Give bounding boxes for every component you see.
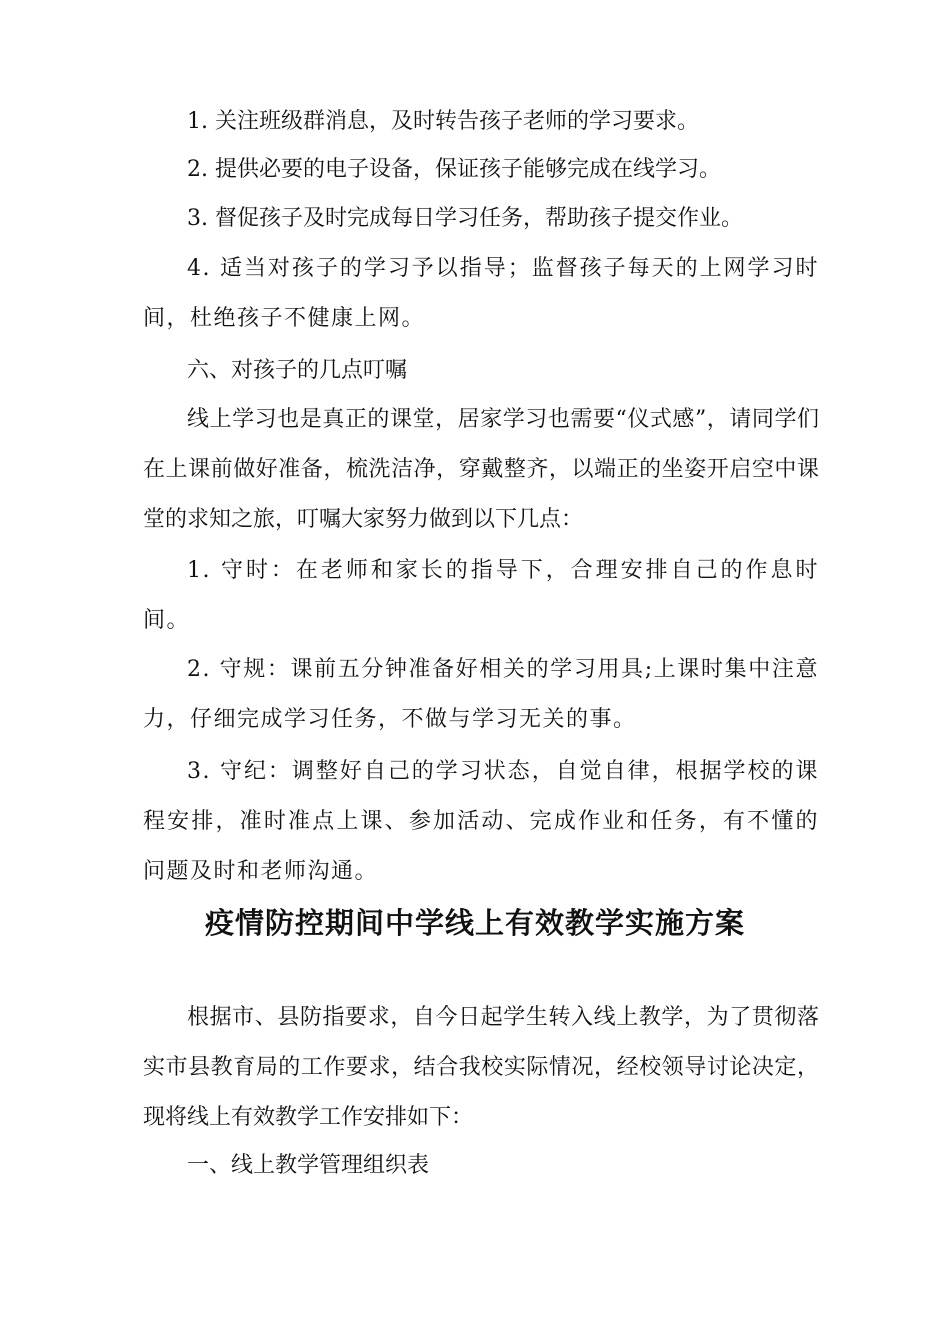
- section-heading-six: 六、对孩子的几点叮嘱: [187, 358, 408, 383]
- document-title: 疫情防控期间中学线上有效教学实施方案: [204, 906, 745, 940]
- parent-duty-4: 4. 适当对孩子的学习予以指导；监督孩子每天的上网学习时间，杜绝孩子不健康上网。: [143, 256, 819, 331]
- parent-duty-1: 1. 关注班级群消息，及时转告孩子老师的学习要求。: [187, 109, 699, 134]
- reminder-discipline: 3. 守纪：调整好自己的学习状态，自觉自律，根据学校的课程安排，准时准点上课、参加活动、完成作业和任务，有不懂的问题及时和老师沟通。: [143, 759, 819, 884]
- reminder-punctual: 1. 守时：在老师和家长的指导下，合理安排自己的作息时间。: [143, 558, 819, 633]
- section-heading-one: 一、线上教学管理组织表: [187, 1153, 430, 1178]
- intro-paragraph: 根据市、县防指要求，自今日起学生转入线上教学，为了贯彻落 实市县教育局的工作要求，结合我校实际情况，经校领导讨论决定， 现将线上有效教学工作安排如下：: [143, 1005, 819, 1130]
- parent-duty-3: 3. 督促孩子及时完成每日学习任务，帮助孩子提交作业。: [187, 206, 743, 231]
- reminder-rules: 2. 守规：课前五分钟准备好相关的学习用具;上课时集中注意力，仔细完成学习任务，不做与学习无关的事。: [143, 657, 819, 732]
- parent-duty-2: 2. 提供必要的电子设备，保证孩子能够完成在线学习。: [187, 157, 721, 182]
- reminder-intro: 线上学习也是真正的课堂，居家学习也需要“仪式感”，请同学们在上课前做好准备，梳洗洁净，穿戴整齐，以端正的坐姿开启空中课堂的求知之旅，叮嘱大家努力做到以下几点：: [143, 407, 819, 532]
